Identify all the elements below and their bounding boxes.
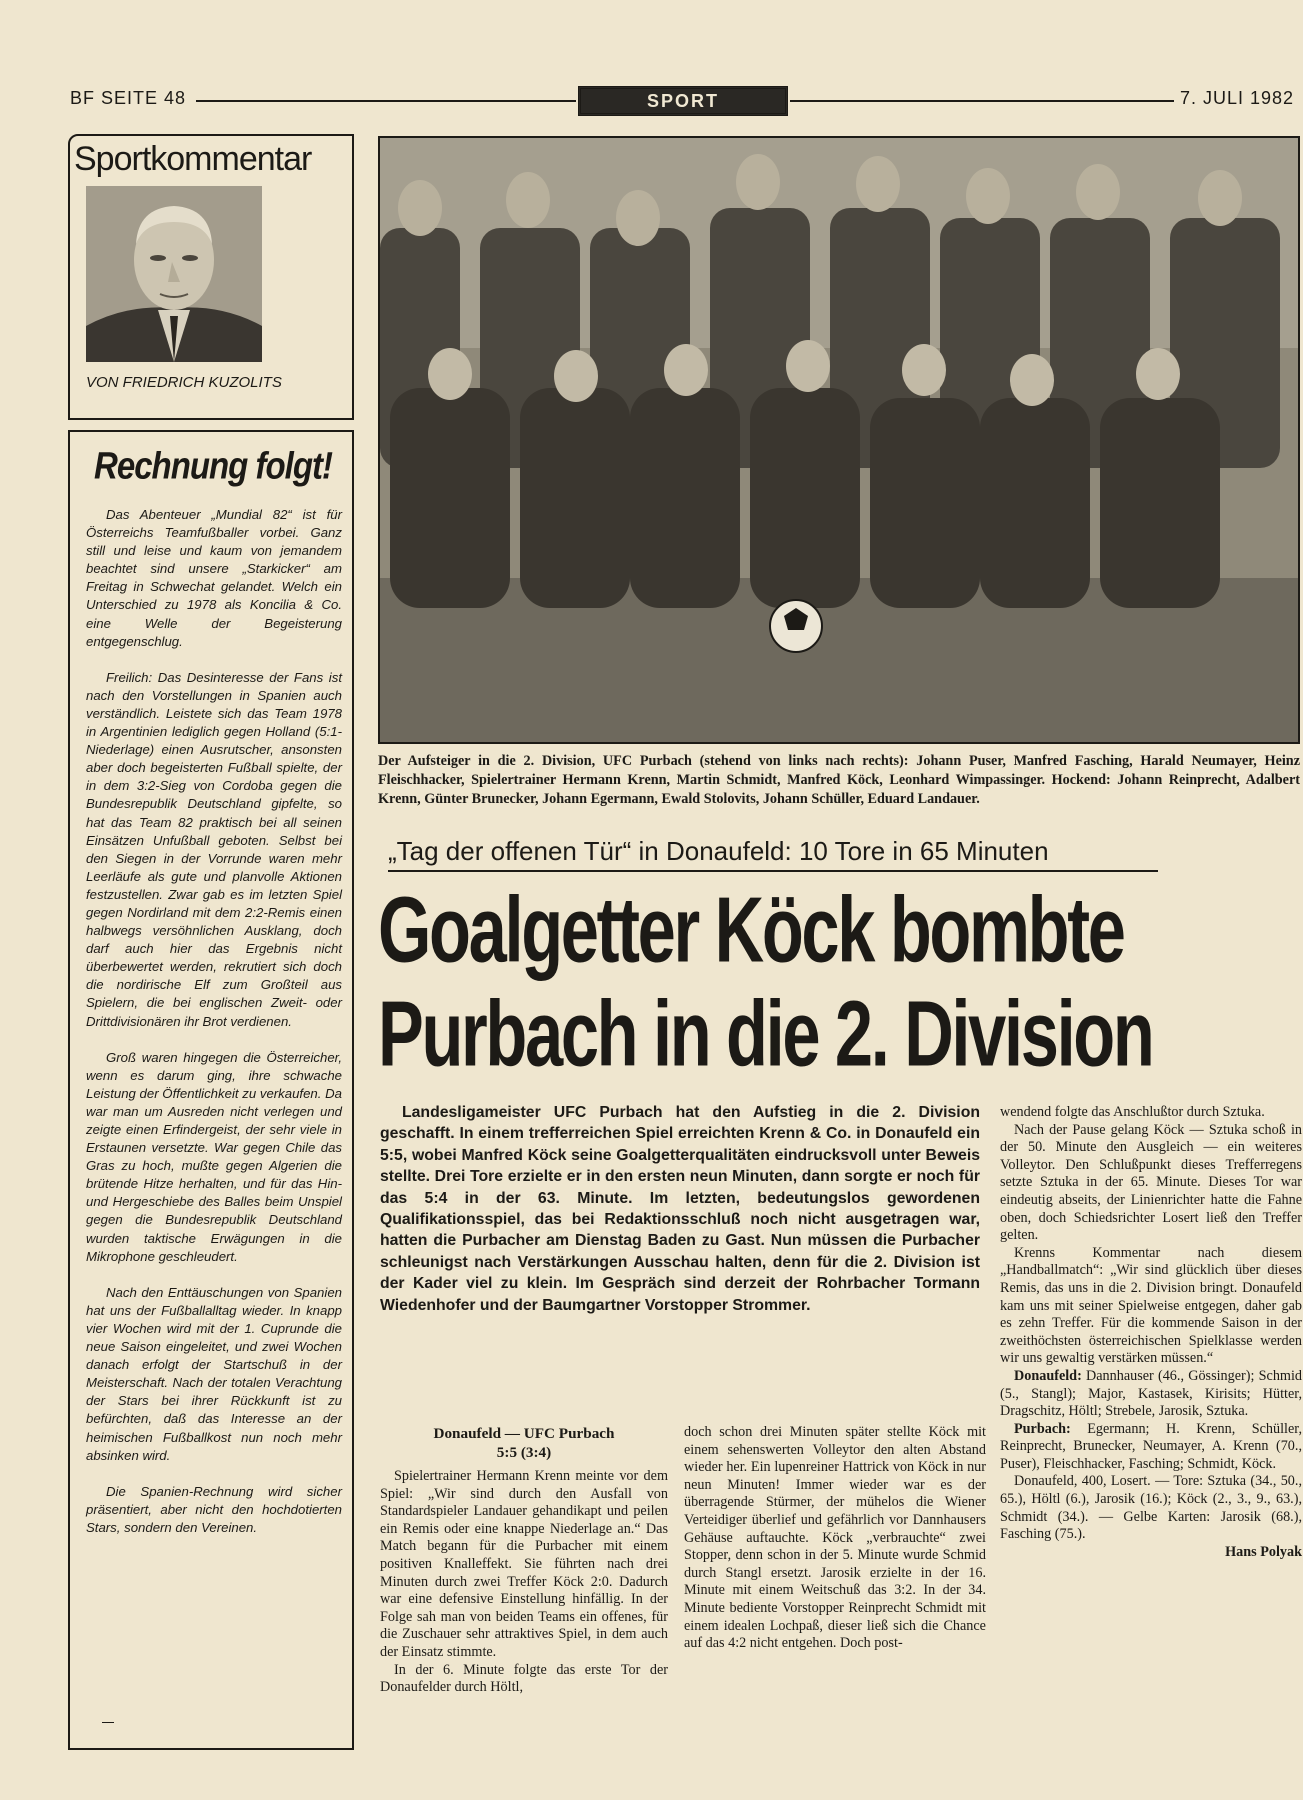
lineup-text: Dannhauser (46., Gössinger); Schmid (5., Stangl); Major, Kastasek, Kirisits; Hütter, Dragschitz, Höltl; Strebele, Jarosik, Sztuka.	[1000, 1367, 1302, 1420]
article-paragraph: doch schon drei Minuten später stellte Köck mit einem sehenswerten Volleytor den alten Abstand wieder her. Ein lupenreiner Hattrick von Köck in nur neun Minuten! Immer wieder war es der überragende Stürmer, der mühelos die Wiener Verteidiger überlief und gefährlich vor Dannhausers Gehäuse auftauchte. Köck „verbrauchte“ zwei Stopper, denn schon in der 5. Minute wurde Schmid durch Stangl ersetzt. Jarosik erzielte in der 16. Minute mit einem Weitschuß das 3:2. In der 34. Minute bediente Vorstopper Reinprecht Schmidt mit einem idealen Lochpaß, dieser ließ sich die Chance auf das 4:2 nicht entgehen. Doch post-	[684, 1424, 986, 1652]
lineup-purbach	[1000, 1421, 1302, 1474]
article-paragraph: In der 6. Minute folgte das erste Tor der Donaufelder durch Höltl,	[380, 1661, 668, 1696]
lineup-text: Egermann; H. Krenn, Schüller, Reinprecht, Brunecker, Neumayer, A. Krenn (70., Puser), Fleischhacker, Fasching; Schmidt, Köck.	[1000, 1420, 1302, 1472]
article-column-3	[1000, 1104, 1302, 1561]
commentary-paragraph: Das Abenteuer „Mundial 82“ ist für Österreichs Teamfußballer vorbei. Ganz still und leise und kaum von jemandem beachtet sind unsere „Starkicker“ am Freitag in Schwechat gelandet. Welch ein Unterschied zu 1978 als Koncilia & Co. eine Welle der Begeisterung entgegenschlug.	[86, 507, 342, 649]
article-paragraph: Nach der Pause gelang Köck — Sztuka schoß in der 50. Minute den Ausgleich — ein weiteres Volleytor. Den Schlußpunkt dieses Trefferregens setzte Sztuka in der 65. Minute. Dieses Tor war eindeutig abseits, der Linienrichter hatte die Fahne oben, doch Schiedsrichter Losert ließ den Treffer gelten.	[1000, 1121, 1302, 1244]
lead-paragraph: Landesligameister UFC Purbach hat den Aufstieg in die 2. Division geschafft. In einem trefferreichen Spiel erreichten Krenn & Co. in Donaufeld ein 5:5, wobei Manfred Köck seine Goalgetterqualitäten eindrucksvoll unter Beweis stellte. Drei Tore erzielte er in den ersten neun Minuten, dann sorgte er noch für das 5:4 in der 63. Minute. Im letzten, bedeutungslos gewordenen Qualifikationsspiel, das bei Redaktionsschluß noch nicht ausgetragen war, hatten die Purbacher am Dienstag Baden zu Gast. Nun müssen die Purbacher schleunigst nach Verstärkungen Ausschau halten, denn für die 2. Division ist der Kader viel zu klein. Im Gespräch sind derzeit der Rohrbacher Tormann Wiedenhofer und der Baumgartner Vorstopper Strommer.	[380, 1104, 980, 1314]
header-rule-right	[790, 100, 1174, 102]
article-kicker: „Tag der offenen Tür“ in Donaufeld: 10 Tore in 65 Minuten	[388, 836, 1049, 866]
team-photo	[378, 136, 1300, 744]
article-column-1	[380, 1424, 668, 1697]
article-lead	[380, 1102, 980, 1316]
article-paragraph: wendend folgte das Anschlußtor durch Sztuka.	[1000, 1104, 1265, 1120]
kicker-underline	[388, 870, 1158, 872]
headline-line-2: Purbach in die 2. Division	[378, 981, 1153, 1086]
lineup-label: Purbach:	[1014, 1420, 1071, 1437]
commentary-paragraph: Freilich: Das Desinteresse der Fans ist nach den Vorstellungen in Spanien auch verständlich. Leistete sich das Team 1978 in Argentinien lediglich gegen Holland (5:1-Niederlage) einen Ausrutscher, ansonsten aber doch begeisterten Fußball spielte, der in dem 3:2-Sieg von Cordoba gegen die Bundesrepublik Deutschland gipfelte, so hat das Team 82 praktisch bei all seinen Einsätzen Unfußball geboten. Selbst bei den Siegen in der Vorrunde waren mehr Leerläufe als gute und planvolle Aktionen festzustellen. Zwar gab es im letzten Spiel gegen Nordirland mit dem 2:2-Remis einen halbwegs versöhnlichen Ausklang, doch darf auch hier das Ergebnis nicht überbewertet werden, rekrutiert sich doch die nordirische Elf zum Großteil aus Spielern, die bei englischen Zweit- oder Drittdivisionären ihr Brot verdienen.	[86, 669, 342, 1029]
match-score: 5:5 (3:4)	[496, 1444, 552, 1461]
lineup-donaufeld	[1000, 1368, 1302, 1421]
column-end-mark	[102, 1722, 114, 1723]
commentary-paragraph: Nach den Enttäuschungen von Spanien hat uns der Fußballalltag wieder. In knapp vier Wochen wird mit der 1. Cuprunde die neue Saison eingeleitet, und zwei Wochen danach erfolgt der Startschuß in der Meisterschaft. Nach der totalen Verachtung der Stars bei ihrer Rückkunft ist zu befürchten, daß das Interesse an der heimischen Fußballkost nun noch mehr absinken wird.	[86, 1284, 342, 1463]
match-stats: Donaufeld, 400, Losert. — Tore: Sztuka (34., 50., 65.), Höltl (6.), Jarosik (16.); Köck (2., 3., 9., 63.), Schmidt (34.). — Gelbe Karten: Jarosik (68.), Fasching (75.).	[1000, 1473, 1302, 1543]
headline-line-1: Goalgetter Köck bombte	[378, 877, 1124, 982]
header-rule-left	[196, 100, 576, 102]
issue-date: 7. JULI 1982	[1180, 88, 1295, 108]
author-byline: VON FRIEDRICH KUZOLITS	[86, 374, 282, 391]
commentary-paragraph: Die Spanien-Rechnung wird sicher präsentiert, aber nicht den hochdotierten Stars, sondern den Vereinen.	[86, 1483, 342, 1535]
article-signature: Hans Polyak	[1225, 1543, 1302, 1560]
photo-caption: Der Aufsteiger in die 2. Division, UFC Purbach (stehend von links nach rechts): Johann Puser, Manfred Fasching, Harald Neumayer, Heinz Fleischhacker, Spielertrainer Hermann Krenn, Martin Schmidt, Manfred Köck, Leonhard Wimpassinger. Hockend: Johann Reinprecht, Adalbert Krenn, Günter Brunecker, Johann Egermann, Ewald Stolovits, Johann Schüller, Eduard Landauer.	[378, 753, 1300, 807]
section-label: SPORT	[578, 86, 788, 116]
commentary-title: Sportkommentar	[74, 140, 312, 178]
article-paragraph: Krenns Kommentar nach diesem „Handballmatch“: „Wir sind glücklich über dieses Remis, das uns in die 2. Division bringt. Donaufeld kam uns mit seiner Spielweise entgegen, daher gab es zehn Treffer. Für die kommende Saison in der zweithöchsten österreichischen Spielklasse werden wir uns gewaltig verstärken müssen.“	[1000, 1244, 1302, 1367]
commentary-headline: Rechnung folgt!	[94, 444, 332, 487]
match-title	[380, 1424, 668, 1462]
lineup-label: Donaufeld:	[1014, 1367, 1082, 1384]
commentary-paragraph: Groß waren hingegen die Österreicher, wenn es darum ging, ihre schwache Leistung der Öffentlichkeit zu verkaufen. Da war man um Ausreden nicht verlegen und zeigte einen Erfindergeist, der sehr viele in Erstaunen versetzte. War gegen Chile das Gras zu hoch, mußte gegen Algerien die brütende Hitze herhalten, und für das Hin- und Hergeschiebe des Balles beim Unspiel gegen die Bundesrepublik Deutschland wurden taktische Erwägungen in die Mikrophone geschleudert.	[86, 1049, 342, 1264]
article-paragraph: Spielertrainer Hermann Krenn meinte vor dem Spiel: „Wir sind durch den Ausfall von Standardspieler Landauer gehandikapt und peilen ein Remis oder eine knappe Niederlage an.“ Das Match begann für die Purbacher mit einem positiven Knalleffekt. Sie führten nach drei Minuten durch zwei Treffer Köck 2:0. Dadurch war eine defensive Einstellung hinfällig. In der Folge sah man von beiden Teams ein offenes, für die Zuschauer sehr attraktives Spiel, in dem auch der Einsatz stimmte.	[380, 1468, 668, 1660]
commentary-body	[86, 506, 342, 1555]
match-teams: Donaufeld — UFC Purbach	[433, 1425, 615, 1442]
page-number: BF SEITE 48	[70, 88, 187, 108]
author-portrait	[86, 186, 262, 362]
article-column-2	[684, 1424, 986, 1653]
